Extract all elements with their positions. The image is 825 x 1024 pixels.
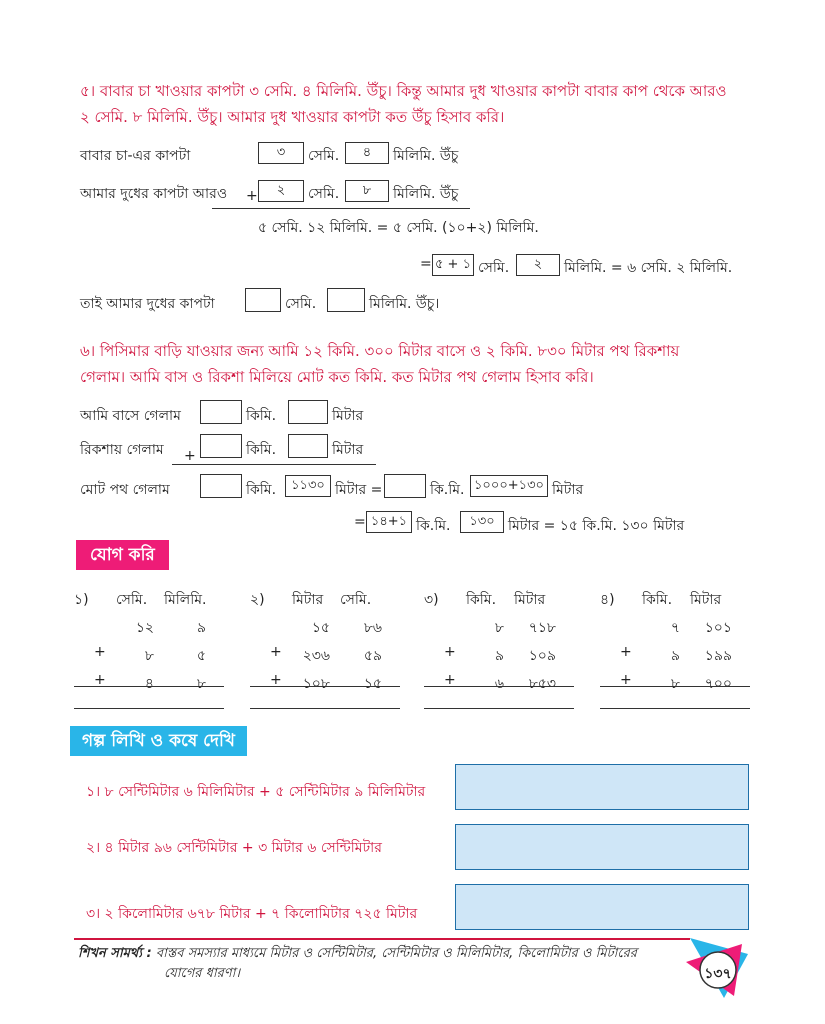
add-col-header-2: সেমি.	[340, 592, 372, 608]
footer-learning-label: শিখন সামর্থ্য :	[78, 946, 152, 961]
add-row-operator: +	[94, 672, 106, 688]
add-sum-line-top	[600, 686, 750, 687]
p5-row1-cm-box: ৩	[258, 142, 304, 164]
add-col-number: ২)	[250, 592, 265, 608]
p5-row1-mm-unit: মিলিমি. উঁচু	[393, 148, 459, 164]
p6-row2-m-box[interactable]	[288, 434, 328, 458]
p6-row4-m-unit: মিটার = ১৫ কি.মি. ১৩০ মিটার	[508, 518, 685, 534]
p6-row2-plus: +	[184, 448, 196, 464]
story-section-title: গল্প লিখি ও কষে দেখি	[70, 726, 247, 756]
story-item-1: ১। ৮ সেন্টিমিটার ৬ মিলিমিটার + ৫ সেন্টিমিটার ৯ মিলিমিটার	[86, 784, 426, 800]
add-row-value-1: ১৫	[311, 620, 330, 636]
p5-row4-cm-unit: সেমি.	[478, 260, 510, 276]
story-answer-box-1[interactable]	[455, 764, 749, 810]
p6-row3-m2-box: ১০০০+১৩০	[470, 475, 548, 497]
problem-6-line-2: গেলাম। আমি বাস ও রিকশা মিলিয়ে মোট কত কিমি. কত মিটার পথ গেলাম হিসাব করি।	[80, 368, 594, 386]
add-row-value-2: ৮	[196, 676, 206, 692]
add-row-value-2: ৭১৮	[528, 620, 556, 636]
p5-row1-label: বাবার চা-এর কাপটা	[80, 148, 191, 164]
footer-learning	[78, 944, 637, 965]
p6-row1-m-box[interactable]	[288, 400, 328, 424]
story-answer-box-2[interactable]	[455, 824, 749, 870]
p5-row4-cm-box: ৫ + ১	[432, 254, 474, 276]
add-row-value-1: ৭	[670, 620, 680, 636]
p6-row2-m-unit: মিটার	[332, 442, 364, 458]
footer-learning-text-2: যোগের ধারণা।	[164, 966, 241, 981]
add-col-header-1: কিমি.	[642, 592, 673, 608]
add-sum-line-top	[74, 686, 224, 687]
add-row-operator: +	[270, 644, 282, 660]
p6-row1-label: আমি বাসে গেলাম	[80, 408, 181, 424]
p5-answer-mm-unit: মিলিমি. উঁচু।	[369, 296, 440, 312]
add-row-operator: +	[270, 672, 282, 688]
add-col-header-1: কিমি.	[466, 592, 497, 608]
p6-row4-km-box: ১৪+১	[366, 511, 412, 533]
add-row-value-1: ৮	[670, 676, 680, 692]
add-row-value-2: ১০১	[704, 620, 732, 636]
add-row-value-2: ১০৯	[528, 648, 556, 664]
add-row-operator: +	[620, 672, 632, 688]
add-row-value-1: ২৩৬	[302, 648, 330, 664]
p5-row1-mm-box: ৪	[345, 142, 389, 164]
add-row-value-2: ৮৬	[363, 620, 382, 636]
p5-row2-cm-box: ২	[258, 180, 304, 202]
add-row-value-1: ১০৮	[302, 676, 330, 692]
p5-answer-mm-box[interactable]	[327, 288, 365, 312]
add-row-value-1: ৯	[670, 648, 680, 664]
add-col-header-2: মিটার	[514, 592, 546, 608]
add-section-title: যোগ করি	[76, 540, 169, 570]
add-row-operator: +	[620, 644, 632, 660]
add-row-operator: +	[444, 644, 456, 660]
p5-row2-label: আমার দুধের কাপটা আরও	[80, 186, 228, 202]
p5-row4-eq: =	[420, 256, 432, 272]
add-sum-line-bottom	[424, 708, 574, 709]
p6-row3-label: মোট পথ গেলাম	[80, 482, 170, 498]
add-row-operator: +	[444, 672, 456, 688]
problem-6-line-1: ৬। পিসিমার বাড়ি যাওয়ার জন্য আমি ১২ কিমি. ৩০০ মিটার বাসে ও ২ কিমি. ৮৩০ মিটার পথ রিকশায়	[80, 342, 680, 360]
add-row-value-2: ৫৯	[363, 648, 382, 664]
p5-row2-plus: +	[246, 188, 258, 204]
p6-row3-m2-unit: মিটার	[552, 482, 584, 498]
add-col-header-1: সেমি.	[116, 592, 148, 608]
p6-row4-eq: =	[354, 514, 366, 530]
add-row-value-2: ৮৫৩	[528, 676, 556, 692]
add-sum-line-bottom	[250, 708, 400, 709]
p5-answer-cm-unit: সেমি.	[285, 296, 317, 312]
p6-row3-m-unit: মিটার =	[335, 482, 383, 498]
p6-row2-label: রিকশায় গেলাম	[80, 442, 164, 458]
story-answer-box-3[interactable]	[455, 884, 749, 930]
p6-row2-km-box[interactable]	[200, 434, 242, 458]
add-sum-line-top	[424, 686, 574, 687]
add-row-value-2: ৯	[196, 620, 206, 636]
p5-sum-line	[212, 208, 470, 209]
p6-row3-km-unit: কিমি.	[246, 482, 277, 498]
add-row-value-1: ৮	[494, 620, 504, 636]
add-col-header-2: মিটার	[690, 592, 722, 608]
p6-row3-km-box[interactable]	[200, 474, 242, 498]
p5-row2-mm-box: ৮	[345, 180, 389, 202]
add-sum-line-bottom	[74, 708, 224, 709]
add-col-number: ৪)	[600, 592, 615, 608]
p6-sum-line	[172, 464, 376, 465]
footer-learning-text-1: বাস্তব সমস্যার মাধ্যমে মিটার ও সেন্টিমিটার, সেন্টিমিটার ও মিলিমিটার, কিলোমিটার ও মিটারের	[155, 946, 637, 961]
p6-row4-km-unit: কি.মি.	[416, 518, 451, 534]
add-row-value-2: ১৯৯	[704, 648, 732, 664]
add-row-value-1: ৬	[494, 676, 504, 692]
p6-row1-km-unit: কিমি.	[246, 408, 277, 424]
add-col-number: ১)	[74, 592, 89, 608]
add-row-operator: +	[94, 644, 106, 660]
story-item-3: ৩। ২ কিলোমিটার ৬৭৮ মিটার + ৭ কিলোমিটার ৭২৫ মিটার	[86, 906, 418, 922]
p5-answer-label: তাই আমার দুধের কাপটা	[80, 296, 215, 312]
p6-row4-m-box: ১৩০	[460, 511, 504, 533]
page-number: ১৩৭	[704, 966, 732, 982]
add-row-value-1: ১২	[135, 620, 154, 636]
add-row-value-2: ১৫	[363, 676, 382, 692]
problem-5-line-1: ৫। বাবার চা খাওয়ার কাপটা ৩ সেমি. ৪ মিলিমি. উঁচু। কিন্তু আমার দুধ খাওয়ার কাপটা বাবার কাপ থেকে আরও	[80, 82, 727, 100]
add-row-value-1: ৯	[494, 648, 504, 664]
p6-row3-km2-box[interactable]	[384, 474, 426, 498]
p6-row2-km-unit: কিমি.	[246, 442, 277, 458]
add-row-value-2: ৭০০	[704, 676, 732, 692]
p6-row1-km-box[interactable]	[200, 400, 242, 424]
add-row-value-1: ৪	[144, 676, 154, 692]
problem-5-line-2: ২ সেমি. ৮ মিলিমি. উঁচু। আমার দুধ খাওয়ার কাপটা কত উঁচু হিসাব করি।	[80, 108, 505, 126]
add-row-value-2: ৫	[196, 648, 206, 664]
p5-row1-cm-unit: সেমি.	[308, 148, 340, 164]
p6-row3-km2-unit: কি.মি.	[430, 482, 465, 498]
p5-row4-mm-box: ২	[516, 254, 560, 276]
add-row-value-1: ৮	[144, 648, 154, 664]
p5-row4-mm-unit: মিলিমি. = ৬ সেমি. ২ মিলিমি.	[564, 260, 733, 276]
add-col-number: ৩)	[424, 592, 439, 608]
add-col-header-1: মিটার	[292, 592, 324, 608]
add-col-header-2: মিলিমি.	[164, 592, 207, 608]
add-sum-line-top	[250, 686, 400, 687]
p5-row3-text: ৫ সেমি. ১২ মিলিমি. = ৫ সেমি. (১০+২) মিলিমি.	[258, 220, 539, 236]
story-item-2: ২। ৪ মিটার ৯৬ সেন্টিমিটার + ৩ মিটার ৬ সেন্টিমিটার	[86, 840, 382, 856]
p6-row1-m-unit: মিটার	[332, 408, 364, 424]
add-sum-line-bottom	[600, 708, 750, 709]
p5-row2-cm-unit: সেমি.	[308, 186, 340, 202]
footer-rule	[74, 938, 690, 940]
p6-row3-m-box: ১১৩০	[285, 475, 331, 497]
p5-answer-cm-box[interactable]	[245, 288, 281, 312]
p5-row2-mm-unit: মিলিমি. উঁচু	[393, 186, 459, 202]
